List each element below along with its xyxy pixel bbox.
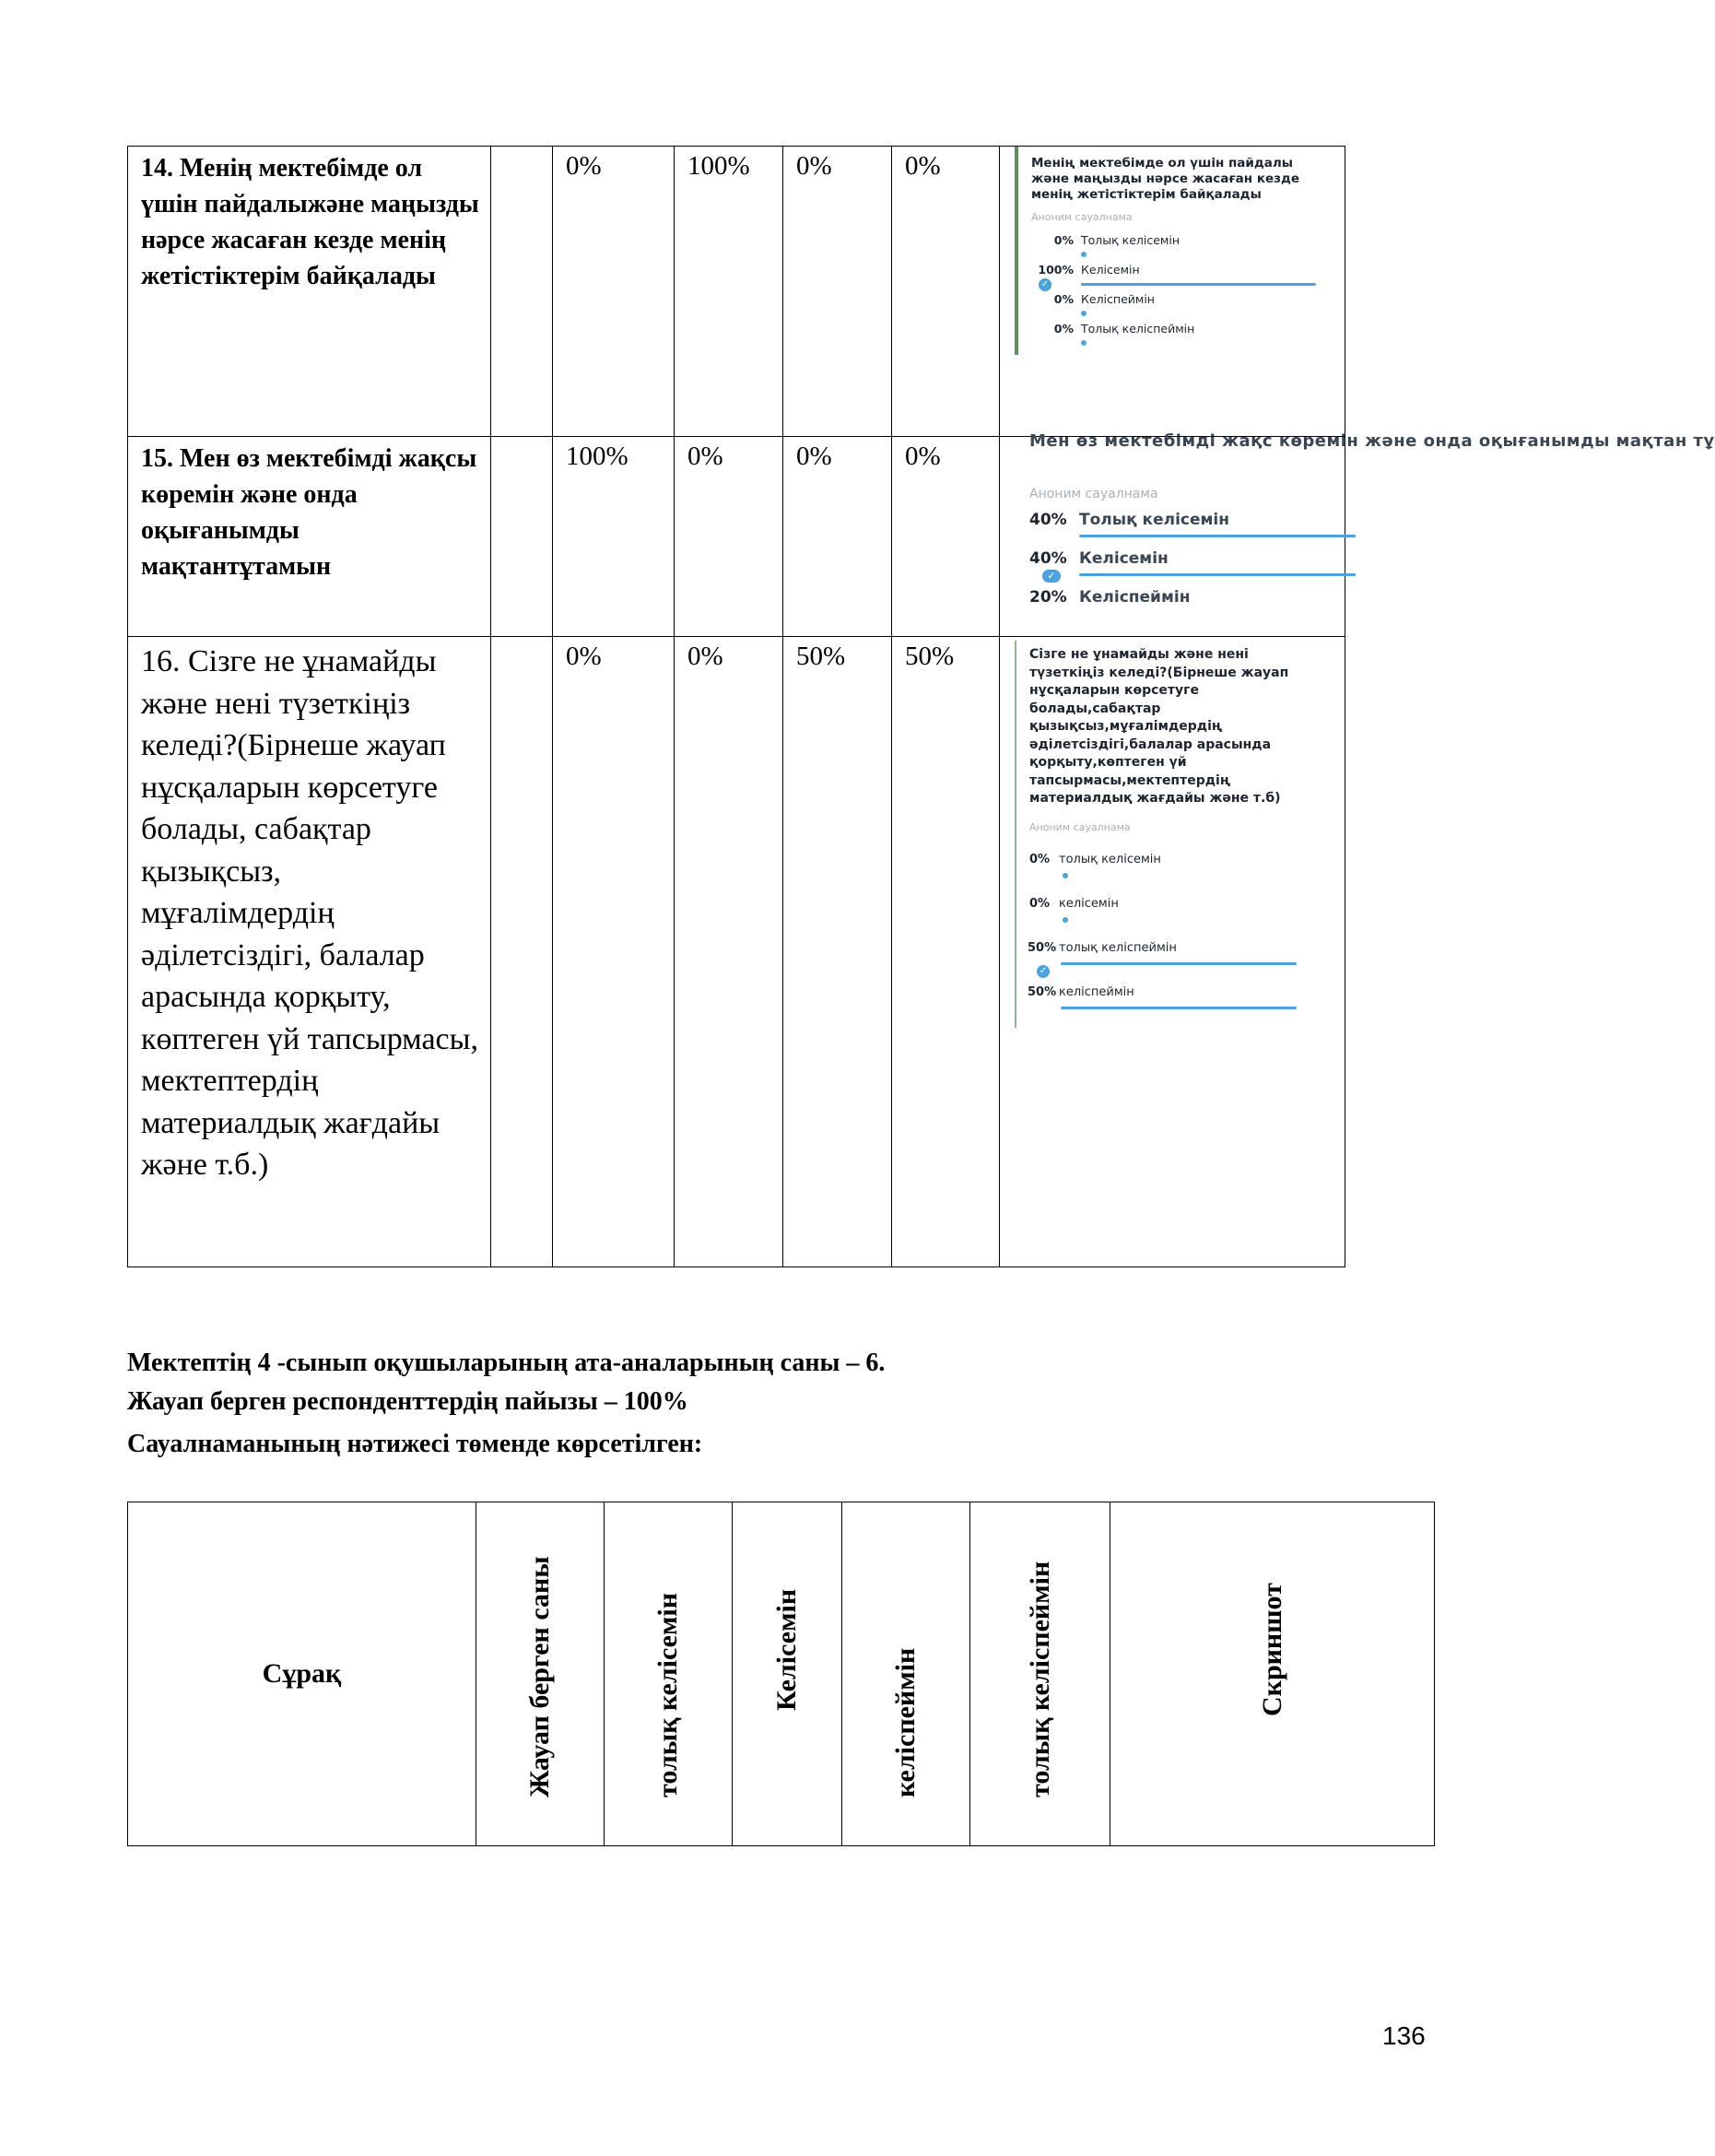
value-cell: 50% bbox=[796, 642, 846, 671]
column-header-question: Сұрақ bbox=[262, 1658, 342, 1689]
column-header-answered-count: Жауап берген саны bbox=[524, 1556, 555, 1797]
result-bar bbox=[1081, 252, 1087, 257]
empty-cell bbox=[491, 637, 553, 1267]
value-cell: 0% bbox=[905, 151, 941, 181]
quote-bar bbox=[1015, 641, 1016, 1028]
column-header-disagree: келіспеймін bbox=[890, 1647, 921, 1797]
value-cell: 0% bbox=[687, 442, 723, 471]
value-cell: 100% bbox=[566, 442, 628, 471]
summary-line: Мектептің 4 -сынып оқушыларының ата-аналарының саны – 6. bbox=[127, 1349, 886, 1377]
result-bar bbox=[1079, 573, 1356, 576]
value-cell: 0% bbox=[566, 151, 602, 181]
empty-cell bbox=[491, 437, 553, 637]
poll-option bbox=[1028, 966, 1134, 999]
result-bar bbox=[1061, 1007, 1297, 1009]
check-icon: ✓ bbox=[1037, 965, 1050, 978]
poll-option bbox=[1031, 322, 1194, 336]
result-bar bbox=[1081, 283, 1316, 286]
poll-option bbox=[1031, 233, 1180, 247]
screenshot-subtitle: Аноним сауалнама bbox=[1031, 211, 1133, 223]
check-icon: ✓ bbox=[1042, 570, 1061, 583]
summary-line: Сауалнаманының нәтижесі төменде көрсетілген: bbox=[127, 1430, 703, 1458]
check-icon: ✓ bbox=[1039, 278, 1051, 291]
option-label: Келіспеймін bbox=[1079, 588, 1191, 607]
poll-option bbox=[1029, 897, 1119, 911]
option-label: Толық келісемін bbox=[1079, 511, 1229, 529]
value-cell: 100% bbox=[687, 151, 750, 181]
poll-option bbox=[1029, 853, 1161, 866]
table-row bbox=[128, 147, 1345, 437]
option-percent: 0% bbox=[1053, 233, 1074, 247]
result-bar bbox=[1063, 873, 1068, 878]
result-bar bbox=[1063, 917, 1068, 923]
option-percent: 50% bbox=[1028, 941, 1057, 955]
option-percent: 40% bbox=[1029, 511, 1067, 529]
value-cell: 0% bbox=[566, 642, 602, 671]
option-label: Келісемін bbox=[1079, 549, 1169, 568]
column-header-agree: Келісемін bbox=[771, 1588, 802, 1711]
option-percent: 0% bbox=[1029, 897, 1051, 911]
option-percent: 0% bbox=[1053, 292, 1074, 306]
result-bar bbox=[1081, 311, 1087, 316]
poll-option bbox=[1029, 511, 1229, 529]
result-bar bbox=[1081, 340, 1087, 346]
option-label: келіспеймін bbox=[1059, 985, 1134, 999]
option-label: Толық келіспеймін bbox=[1081, 322, 1195, 336]
result-bar bbox=[1061, 962, 1297, 965]
result-bar bbox=[1079, 535, 1356, 537]
page-number: 136 bbox=[1382, 2021, 1426, 2050]
table-header-row bbox=[128, 1502, 1435, 1846]
value-cell: 0% bbox=[905, 442, 941, 471]
value-cell: 0% bbox=[796, 442, 832, 471]
poll-option bbox=[1031, 263, 1140, 289]
value-cell: 0% bbox=[796, 151, 832, 181]
option-label: толық келіспеймін bbox=[1059, 941, 1177, 955]
results-header-table bbox=[127, 1502, 1435, 1846]
poll-option bbox=[1028, 941, 1177, 955]
screenshot-title: Менің мектебімде ол үшін пайдалы және маңызды нәрсе жасаған кезде менің жетістіктерім байқалады bbox=[1031, 156, 1300, 202]
screenshot-subtitle: Аноним сауалнама bbox=[1029, 487, 1158, 501]
option-percent: 20% bbox=[1029, 588, 1067, 607]
option-percent: 50% bbox=[1028, 985, 1057, 999]
table-row bbox=[128, 637, 1345, 1267]
poll-option bbox=[1029, 549, 1169, 582]
option-label: Келісемін bbox=[1081, 263, 1140, 277]
poll-option bbox=[1031, 292, 1155, 306]
summary-block bbox=[127, 1344, 885, 1464]
survey-results-table bbox=[127, 146, 1715, 1267]
option-percent: 40% bbox=[1029, 549, 1067, 568]
option-label: толық келісемін bbox=[1059, 853, 1161, 866]
column-header-screenshot: Скриншот bbox=[1256, 1583, 1287, 1716]
screenshot-title: Мен өз мектебімді жақс көремін және онда оқығанымды мақтан тұ bbox=[1029, 431, 1715, 451]
quote-bar bbox=[1015, 147, 1018, 355]
question-text: 14. Менің мектебімде ол үшін пайдалыжәне маңызды нәрсе жасаған кезде менің жетістіктерім байқалады bbox=[141, 154, 479, 290]
column-header-strongly-agree: толық келісемін bbox=[652, 1592, 683, 1797]
option-label: келісемін bbox=[1059, 897, 1119, 911]
question-text: 16. Сізге не ұнамайды және нені түзеткіңіз келеді?(Бірнеше жауап нұсқаларын көрсетуге болады, сабақтар қызықсыз, мұғалімдердің әділетсіздігі, балалар арасында қорқыту, көптеген үй тапсырмасы, мектептердің материалдық жағдайы және т.б.) bbox=[141, 644, 478, 1182]
summary-line: Жауап берген респонденттердің пайызы – 100% bbox=[127, 1387, 688, 1416]
poll-option bbox=[1029, 588, 1190, 607]
question-text: 15. Мен өз мектебімді жақсы көремін және онда оқығанымды мақтантұтамын bbox=[141, 444, 477, 581]
option-percent: 0% bbox=[1029, 853, 1051, 866]
option-label: Толық келісемін bbox=[1081, 233, 1181, 247]
option-percent: 100% bbox=[1038, 263, 1074, 277]
value-cell: 50% bbox=[905, 642, 955, 671]
screenshot-title: Сізге не ұнамайды және нені түзеткіңіз келеді?(Бірнеше жауап нұсқаларын көрсетуге болады,сабақтар қызықсыз,мұғалімдердің әділетсіздігі,балалар арасында қорқыту,көптеген үй тапсырмасы,мектептердің материалдық жағдайы және т.б) bbox=[1029, 647, 1289, 806]
value-cell: 0% bbox=[687, 642, 723, 671]
option-percent: 0% bbox=[1053, 322, 1074, 336]
option-label: Келіспеймін bbox=[1081, 292, 1155, 306]
table-row bbox=[128, 437, 1345, 637]
column-header-strongly-disagree: толық келіспеймін bbox=[1024, 1561, 1055, 1797]
empty-cell bbox=[491, 147, 553, 437]
screenshot-subtitle: Аноним сауалнама bbox=[1029, 821, 1131, 833]
